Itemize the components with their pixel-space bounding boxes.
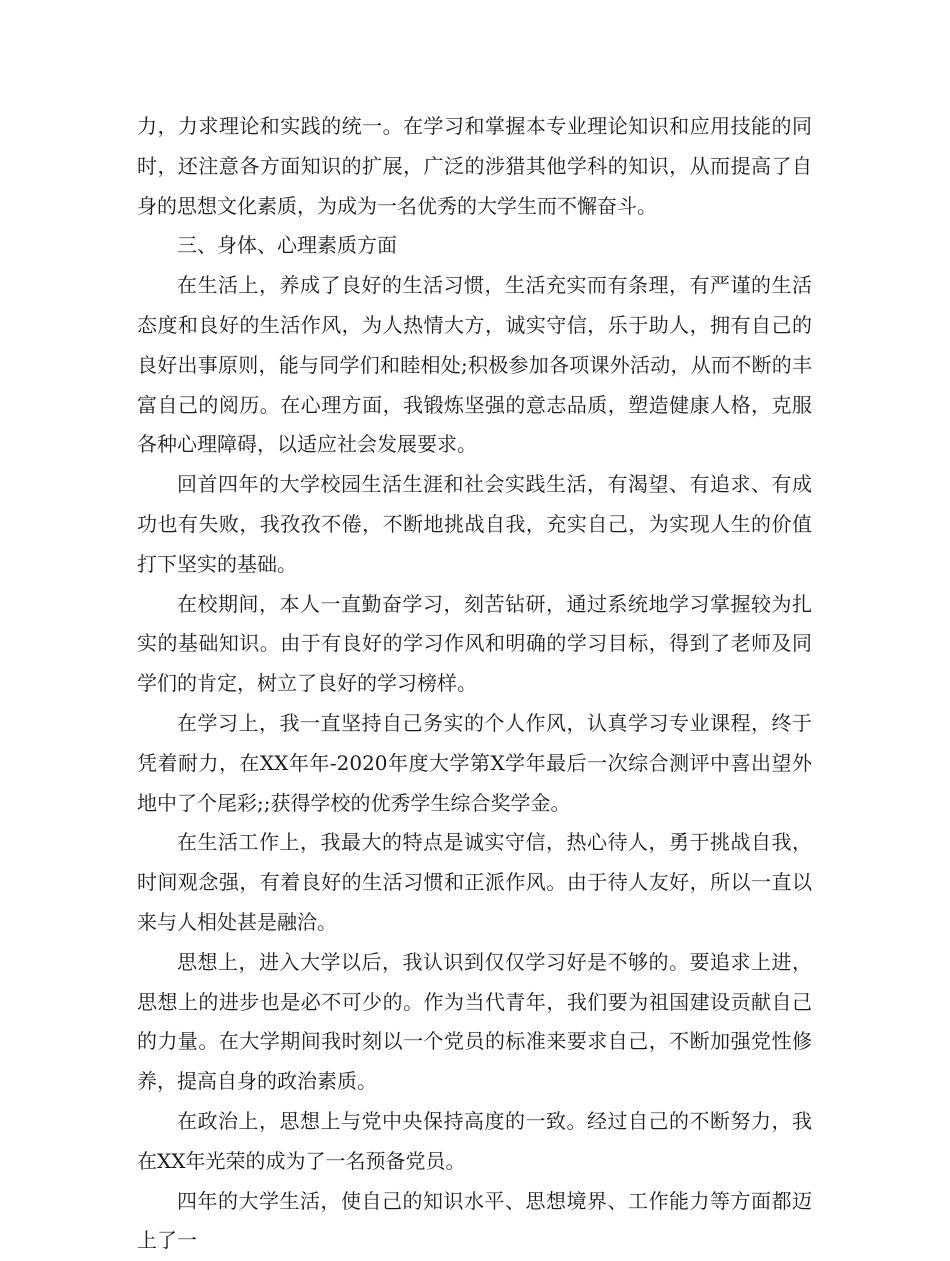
- paragraph-at-school: 在校期间，本人一直勤奋学习，刻苦钻研，通过系统地学习掌握较为扎实的基础知识。由于有良好的学习作风和明确的学习目标，得到了老师及同学们的肯定，树立了良好的学习榜样。: [137, 591, 812, 696]
- paragraph-thought: 思想上，进入大学以后，我认识到仅仅学习好是不够的。要追求上进，思想上的进步也是必不可少的。作为当代青年，我们要为祖国建设贡献自己的力量。在大学期间我时刻以一个党员的标准来要求自己，不断加强党性修养，提高自身的政治素质。: [137, 949, 812, 1094]
- paragraph-continuation: 力，力求理论和实践的统一。在学习和掌握本专业理论知识和应用技能的同时，还注意各方面知识的扩展，广泛的涉猎其他学科的知识，从而提高了自身的思想文化素质，为成为一名优秀的大学生而不懈奋斗。: [137, 114, 812, 218]
- document-body: [137, 107, 812, 1261]
- paragraph-politics: 在政治上，思想上与党中央保持高度的一致。经过自己的不断努力，我在XX年光荣的成为了一名预备党员。: [137, 1108, 812, 1173]
- paragraph-conclusion-start: 四年的大学生活，使自己的知识水平、思想境界、工作能力等方面都迈上了一: [137, 1188, 812, 1253]
- paragraph-four-years-review: 回首四年的大学校园生活生涯和社会实践生活，有渴望、有追求、有成功也有失败，我孜孜不倦，不断地挑战自我，充实自己，为实现人生的价值打下坚实的基础。: [137, 472, 812, 576]
- section-heading-physical-mental: 三、身体、心理素质方面: [177, 233, 397, 258]
- paragraph-life-work: 在生活工作上，我最大的特点是诚实守信，热心待人，勇于挑战自我，时间观念强，有着良好的生活习惯和正派作风。由于待人友好，所以一直以来与人相处甚是融洽。: [137, 830, 812, 934]
- paragraph-study: 在学习上，我一直坚持自己务实的个人作风，认真学习专业课程，终于凭着耐力，在XX年年-2020年度大学第X学年最后一次综合测评中喜出望外地中了个尾彩;;获得学校的优秀学生综合奖学金。: [137, 710, 812, 815]
- paragraph-daily-life: 在生活上，养成了良好的生活习惯，生活充实而有条理，有严谨的生活态度和良好的生活作风，为人热情大方，诚实守信，乐于助人，拥有自己的良好出事原则，能与同学们和睦相处;积极参加各项课外活动，从而不断的丰富自己的阅历。在心理方面，我锻炼坚强的意志品质，塑造健康人格，克服各种心理障碍，以适应社会发展要求。: [137, 273, 812, 457]
